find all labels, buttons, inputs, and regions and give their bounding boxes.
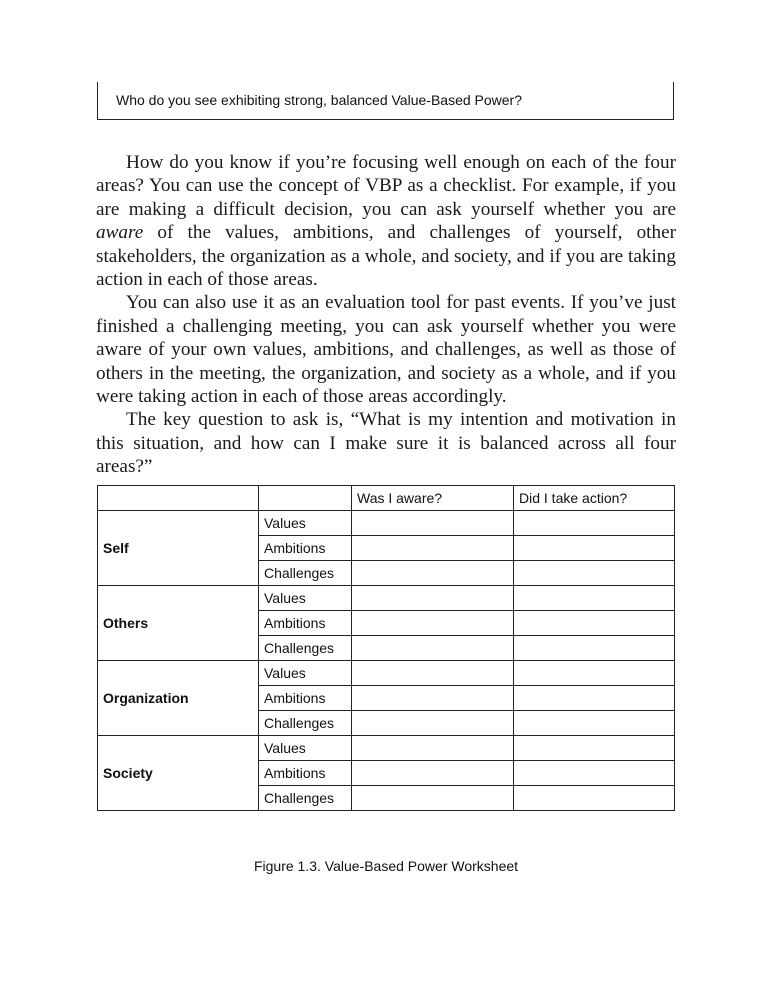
area-label: Organization <box>98 661 259 736</box>
paragraph-2: You can also use it as an evaluation tool for past events. If you’ve just finished a challenging meeting, you can ask yourself whether you were aware of your own values, ambitions, and challenges, as well as those of others in the meeting, the organization, and society as a whole, and if you were taking action in each of those areas accordingly. <box>96 292 676 408</box>
action-answer-cell[interactable] <box>514 511 675 536</box>
aware-answer-cell[interactable] <box>352 561 514 586</box>
table-row <box>98 661 675 686</box>
aware-answer-cell[interactable] <box>352 636 514 661</box>
action-answer-cell[interactable] <box>514 711 675 736</box>
prompt-question: Who do you see exhibiting strong, balanced Value-Based Power? <box>116 92 522 108</box>
dimension-label: Challenges <box>259 561 352 586</box>
header-aware-cell: Was I aware? <box>352 486 514 511</box>
action-answer-cell[interactable] <box>514 611 675 636</box>
action-answer-cell[interactable] <box>514 786 675 811</box>
dimension-label: Challenges <box>259 636 352 661</box>
aware-answer-cell[interactable] <box>352 786 514 811</box>
header-dimension-cell <box>259 486 352 511</box>
aware-answer-cell[interactable] <box>352 511 514 536</box>
action-answer-cell[interactable] <box>514 736 675 761</box>
body-text <box>96 151 676 479</box>
vbp-worksheet-table <box>97 485 675 811</box>
dimension-label: Ambitions <box>259 536 352 561</box>
aware-answer-cell[interactable] <box>352 686 514 711</box>
area-label: Self <box>98 511 259 586</box>
action-answer-cell[interactable] <box>514 661 675 686</box>
action-answer-cell[interactable] <box>514 636 675 661</box>
prompt-box <box>97 82 674 120</box>
aware-answer-cell[interactable] <box>352 611 514 636</box>
table-header-row <box>98 486 675 511</box>
action-answer-cell[interactable] <box>514 686 675 711</box>
header-action-cell: Did I take action? <box>514 486 675 511</box>
aware-answer-cell[interactable] <box>352 711 514 736</box>
dimension-label: Values <box>259 586 352 611</box>
table-row <box>98 586 675 611</box>
action-answer-cell[interactable] <box>514 561 675 586</box>
dimension-label: Values <box>259 661 352 686</box>
dimension-label: Ambitions <box>259 761 352 786</box>
action-answer-cell[interactable] <box>514 761 675 786</box>
dimension-label: Values <box>259 511 352 536</box>
dimension-label: Values <box>259 736 352 761</box>
header-area-cell <box>98 486 259 511</box>
paragraph-1-emphasis: aware <box>96 222 144 244</box>
action-answer-cell[interactable] <box>514 586 675 611</box>
paragraph-3: The key question to ask is, “What is my intention and motivation in this situation, and how can I make sure it is balanced across all four areas?” <box>96 409 676 478</box>
area-label: Others <box>98 586 259 661</box>
aware-answer-cell[interactable] <box>352 536 514 561</box>
paragraph-1-end: of the values, ambitions, and challenges of yourself, other stakeholders, the organization as a whole, and society, and if you are taking action in each of those areas. <box>96 222 676 291</box>
area-label: Society <box>98 736 259 811</box>
paragraph-1 <box>96 151 676 291</box>
worksheet-body <box>98 511 675 811</box>
dimension-label: Ambitions <box>259 686 352 711</box>
dimension-label: Challenges <box>259 786 352 811</box>
aware-answer-cell[interactable] <box>352 761 514 786</box>
aware-answer-cell[interactable] <box>352 586 514 611</box>
paragraph-1-start: How do you know if you’re focusing well enough on each of the four areas? You can use the concept of VBP as a checklist. For example, if you are making a difficult decision, you can ask yourself whether you are <box>96 152 676 220</box>
action-answer-cell[interactable] <box>514 536 675 561</box>
figure-caption: Figure 1.3. Value-Based Power Worksheet <box>253 858 519 874</box>
dimension-label: Challenges <box>259 711 352 736</box>
table-row <box>98 736 675 761</box>
dimension-label: Ambitions <box>259 611 352 636</box>
table-row <box>98 511 675 536</box>
aware-answer-cell[interactable] <box>352 661 514 686</box>
aware-answer-cell[interactable] <box>352 736 514 761</box>
